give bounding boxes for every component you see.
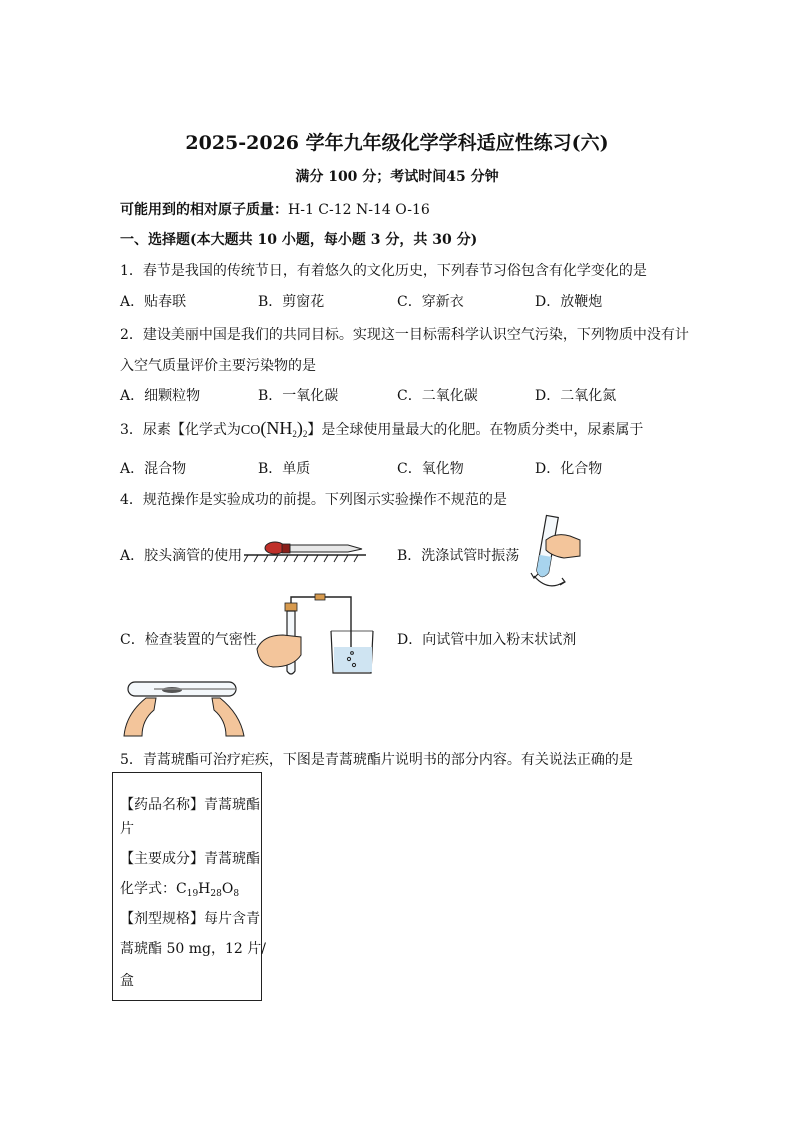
atomic-mass-line xyxy=(120,199,430,219)
q2-stem-line1: 2．建设美丽中国是我们的共同目标。实现这一目标需科学认识空气污染，下列物质中没有计 xyxy=(120,327,689,343)
q1-stem: 1．春节是我国的传统节日，有着悠久的文化历史，下列春节习俗包含有化学变化的是 xyxy=(120,263,647,279)
formula-sub-2b: 2 xyxy=(302,429,308,439)
urea-formula xyxy=(240,418,308,439)
box-line-spec-end: 盒 xyxy=(120,973,134,989)
box-line-drug-name-cont: 片 xyxy=(120,821,134,837)
q2-option-a: A．细颗粒物 xyxy=(120,388,201,404)
q1-option-d: D．放鞭炮 xyxy=(535,294,603,310)
q4-option-c: C．检查装置的气密性 xyxy=(120,632,257,648)
formula-sub-2a: 2 xyxy=(292,429,297,439)
formula-prefix: 化学式：C xyxy=(120,881,187,897)
atomic-mass-values: H-1 C-12 N-14 O-16 xyxy=(288,202,430,218)
formula-paren: ) xyxy=(296,418,303,438)
q4-option-a: A．胶头滴管的使用 xyxy=(120,548,243,564)
dropper-on-table-illustration xyxy=(244,535,369,565)
box-line-main-component: 【主要成分】青蒿琥酯 xyxy=(120,851,260,867)
formula-c-count: 19 xyxy=(186,889,199,899)
formula-h-count: 28 xyxy=(210,889,222,899)
box-line-formula xyxy=(120,878,239,899)
q2-option-b: B．一氧化碳 xyxy=(258,388,339,404)
box-line-spec: 【剂型规格】每片含青 xyxy=(120,911,260,927)
q1-option-a: A．贴春联 xyxy=(120,294,187,310)
powder-addition-illustration xyxy=(120,676,248,738)
q5-stem: 5．青蒿琥酯可治疗疟疾，下图是青蒿琥酯片说明书的部分内容。有关说法正确的是 xyxy=(120,752,633,768)
q4-stem: 4．规范操作是实验成功的前提。下列图示实验操作不规范的是 xyxy=(120,492,507,508)
q3-stem-post: 】是全球使用量最大的化肥。在物质分类中，尿素属于 xyxy=(307,422,644,438)
shaking-test-tube-illustration xyxy=(516,512,586,594)
q3-stem-pre: 3．尿素【化学式为 xyxy=(120,422,241,438)
section-heading: 一、选择题(本大题共 10 小题，每小题 3 分，共 30 分) xyxy=(120,232,478,248)
q4-option-b: B．洗涤试管时振荡 xyxy=(397,548,520,564)
formula-h: H xyxy=(198,881,211,897)
q3-option-d: D．化合物 xyxy=(535,461,603,477)
q1-option-c: C．穿新衣 xyxy=(397,294,464,310)
formula-o-count: 8 xyxy=(233,889,240,899)
q4-option-d: D．向试管中加入粉末状试剂 xyxy=(397,632,577,648)
formula-o: O xyxy=(221,881,234,897)
box-line-spec-cont: 蒿琥酯 50 mg，12 片/ xyxy=(120,941,266,957)
q3-option-c: C．氧化物 xyxy=(397,461,464,477)
exam-title: 2025-2026 学年九年级化学学科适应性练习(六) xyxy=(185,132,609,154)
q1-option-b: B．剪窗花 xyxy=(258,294,325,310)
q2-option-c: C．二氧化碳 xyxy=(397,388,478,404)
formula-nh: (NH xyxy=(260,418,293,438)
q3-stem xyxy=(120,418,643,439)
q2-stem-line2: 入空气质量评价主要污染物的是 xyxy=(120,358,316,374)
atomic-mass-label: 可能用到的相对原子质量： xyxy=(120,202,288,218)
exam-subtitle: 满分 100 分；考试时间45 分钟 xyxy=(295,169,499,185)
q2-option-d: D．二氧化氮 xyxy=(535,388,617,404)
formula-co: CO xyxy=(240,423,261,438)
drug-instruction-box xyxy=(112,772,266,1001)
box-line-drug-name: 【药品名称】青蒿琥酯 xyxy=(120,797,260,813)
airtightness-check-illustration xyxy=(253,593,373,679)
q3-option-a: A．混合物 xyxy=(120,461,187,477)
q3-option-b: B．单质 xyxy=(258,461,311,477)
